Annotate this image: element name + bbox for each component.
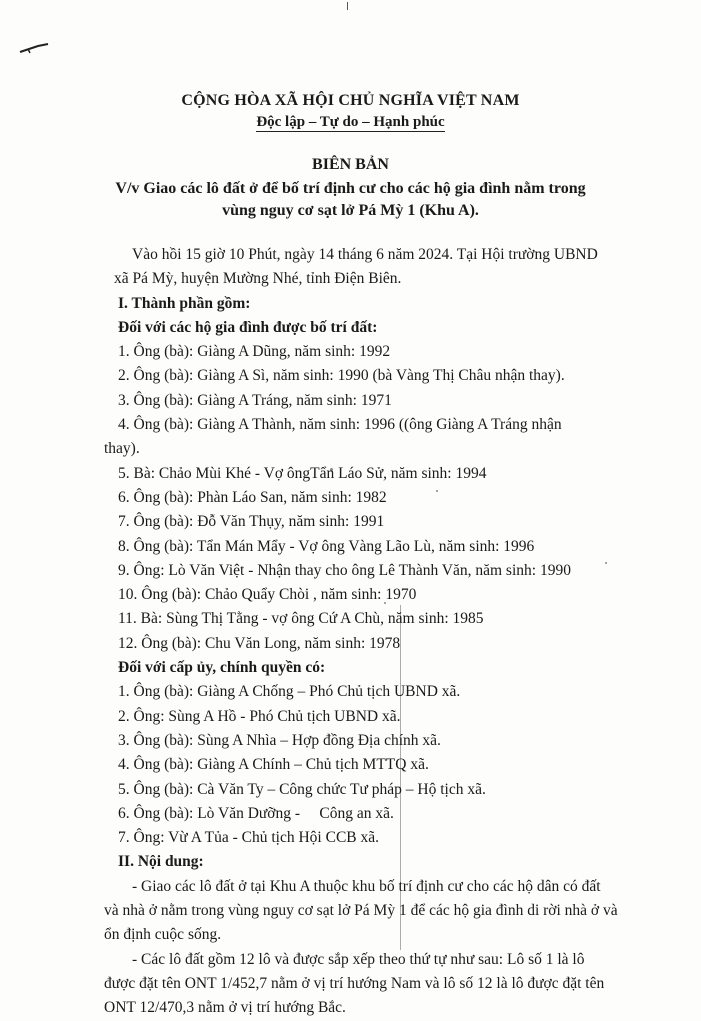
intro-line-1: Vào hồi 15 giờ 10 Phút, ngày 14 tháng 6 năm 2024. Tại Hội trường UBND	[132, 246, 598, 263]
scan-mark	[347, 2, 348, 10]
official-item: 7. Ông: Vừ A Tủa - Chủ tịch Hội CCB xã.	[118, 829, 380, 847]
subject-line-1: V/v Giao các lô đất ở để bố trí định cư cho các hộ gia đình nằm trong	[115, 180, 586, 197]
household-item: 10. Ông (bà): Chảo Quẩy Chòi , năm sinh: 1970	[118, 586, 417, 604]
official-item: 5. Ông (bà): Cà Văn Ty – Công chức Tư pháp – Hộ tịch xã.	[118, 780, 486, 798]
content-p1-line-3: ổn định cuộc sống.	[104, 926, 222, 944]
household-item: 11. Bà: Sùng Thị Tằng - vợ ông Cứ A Chù, năm sinh: 1985	[118, 610, 484, 628]
document-body	[104, 243, 638, 1021]
document-title: BIÊN BẢN	[312, 156, 389, 173]
official-item: 3. Ông (bà): Sùng A Nhìa – Hợp đồng Địa chính xã.	[118, 731, 441, 749]
household-item: 4. Ông (bà): Giàng A Thành, năm sinh: 1996 ((ông Giàng A Tráng nhận	[118, 416, 562, 434]
official-item: 2. Ông: Sùng A Hồ - Phó Chủ tịch UBND xã.	[118, 707, 401, 725]
national-title: CỘNG HÒA XÃ HỘI CHỦ NGHĨA VIỆT NAM	[181, 92, 520, 109]
household-item: 1. Ông (bà): Giàng A Dũng, năm sinh: 1992	[118, 343, 391, 361]
household-item: 5. Bà: Chảo Mùi Khé - Vợ ôngTẩn Láo Sử, năm sinh: 1994	[118, 464, 487, 482]
household-item-continuation: thay).	[104, 440, 140, 458]
household-item: 8. Ông (bà): Tẩn Mán Mẩy - Vợ ông Vàng Lão Lù, năm sinh: 1996	[118, 537, 535, 555]
handwritten-mark-icon	[18, 40, 50, 56]
document-subject	[0, 178, 701, 222]
household-item: 12. Ông (bà): Chu Văn Long, năm sinh: 1978	[118, 634, 401, 652]
official-item: 4. Ông (bà): Giàng A Chính – Chủ tịch MTTQ xã.	[118, 756, 429, 774]
official-item: 1. Ông (bà): Giàng A Chống – Phó Chủ tịch UBND xã.	[118, 683, 461, 701]
section-2-heading: II. Nội dung:	[118, 853, 204, 871]
officials-heading: Đối với cấp ủy, chính quyền có:	[118, 659, 326, 677]
content-p2-line-3: ONT 12/470,3 nằm ở vị trí hướng Bắc.	[104, 999, 346, 1017]
households-heading: Đối với các hộ gia đình được bố trí đất:	[118, 318, 378, 336]
content-p2-line-1: - Các lô đất gồm 12 lô và được sắp xếp theo thứ tự như sau: Lô số 1 là lô	[132, 950, 585, 968]
intro-line-2: xã Pá Mỳ, huyện Mường Nhé, tỉnh Điện Biên.	[114, 270, 402, 288]
household-item: 2. Ông (bà): Giàng A Sì, năm sinh: 1990 (bà Vàng Thị Châu nhận thay).	[118, 367, 565, 385]
household-item: 6. Ông (bà): Phàn Láo San, năm sinh: 1982	[118, 488, 387, 506]
official-item: 6. Ông (bà): Lò Văn Dưỡng - Công an xã.	[118, 804, 394, 822]
household-item: 9. Ông: Lò Văn Việt - Nhận thay cho ông Lê Thành Văn, năm sinh: 1990	[118, 561, 571, 579]
content-p1-line-2: và nhà ở nằm trong vùng nguy cơ sạt lở Pá Mỳ 1 để các hộ gia đình di rời nhà ở và	[104, 902, 618, 920]
subject-line-2: vùng nguy cơ sạt lở Pá Mỳ 1 (Khu A).	[222, 202, 479, 219]
national-motto: Độc lập – Tự do – Hạnh phúc	[256, 114, 445, 130]
content-p2-line-2: được đặt tên ONT 1/452,7 nằm ở vị trí hướng Nam và lô số 12 là lô được đặt tên	[104, 974, 605, 992]
section-1-heading: I. Thành phần gồm:	[118, 294, 251, 312]
content-p1-line-1: - Giao các lô đất ở tại Khu A thuộc khu bố trí định cư cho các hộ dân có đất	[132, 877, 601, 895]
household-item: 7. Ông (bà): Đỗ Văn Thụy, năm sinh: 1991	[118, 513, 385, 531]
household-item: 3. Ông (bà): Giàng A Tráng, năm sinh: 1971	[118, 391, 392, 409]
